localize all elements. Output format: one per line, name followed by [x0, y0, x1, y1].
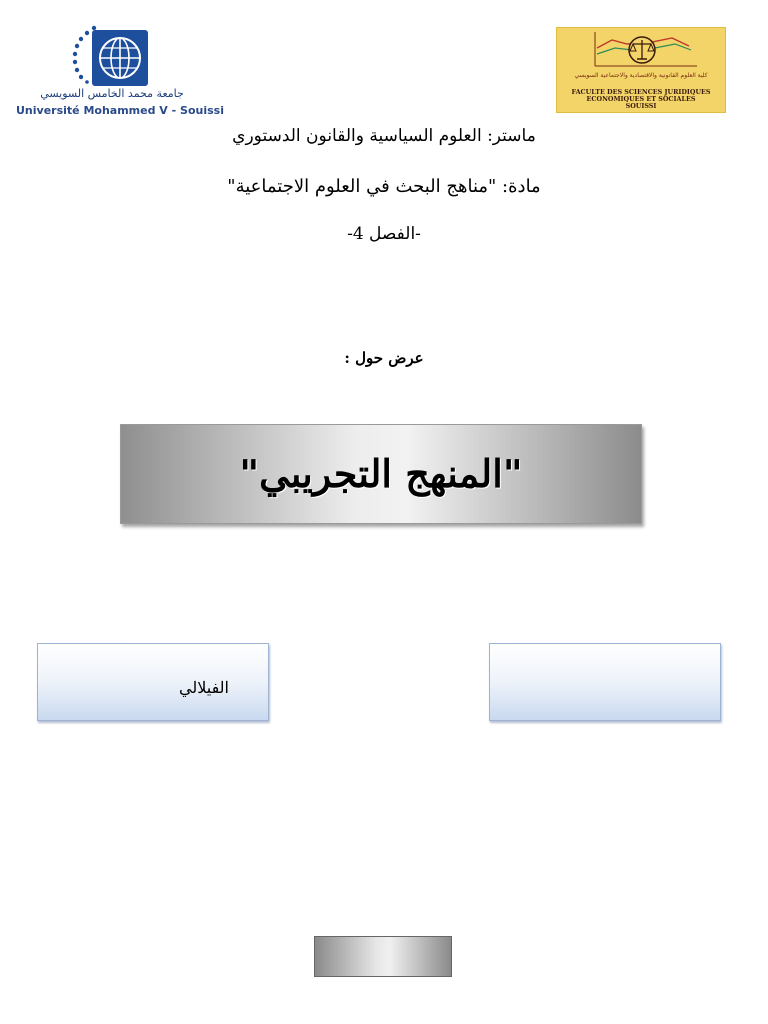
- faculty-name-french-line-1: FACULTE DES SCIENCES JURIDIQUES: [571, 88, 711, 96]
- faculty-logo: [556, 27, 726, 113]
- student-name-box: [37, 643, 269, 721]
- globe-emblem-icon: [92, 30, 148, 86]
- faculty-name-french: [563, 89, 719, 110]
- title-box: [120, 424, 642, 524]
- presentation-label: عرض حول :: [344, 349, 424, 367]
- supervisor-name-box: [489, 643, 721, 721]
- faculty-name-french-line-3: SOUISSI: [625, 102, 657, 110]
- faculty-name-arabic: كلية العلوم القانونية والاقتصادية والاجتماعية السويسي: [574, 72, 708, 79]
- student-name: الفيلالي: [179, 678, 229, 697]
- faculty-name-french-line-2: ECONOMIQUES ET SOCIALES: [586, 95, 696, 103]
- university-name-arabic: جامعة محمد الخامس السويسي: [40, 87, 184, 100]
- university-logo: [14, 20, 224, 117]
- presentation-title: "المنهج التجريبي": [239, 451, 523, 496]
- master-program-line: ماستر: العلوم السياسية والقانون الدستوري: [232, 126, 536, 146]
- university-name-latin: Université Mohammed V - Souissi: [16, 104, 224, 117]
- semester-line: -الفصل 4-: [347, 224, 421, 244]
- subject-line: مادة: "مناهج البحث في العلوم الاجتماعية": [227, 176, 541, 197]
- scales-of-justice-icon: [557, 28, 727, 72]
- academic-year-box: [314, 936, 452, 977]
